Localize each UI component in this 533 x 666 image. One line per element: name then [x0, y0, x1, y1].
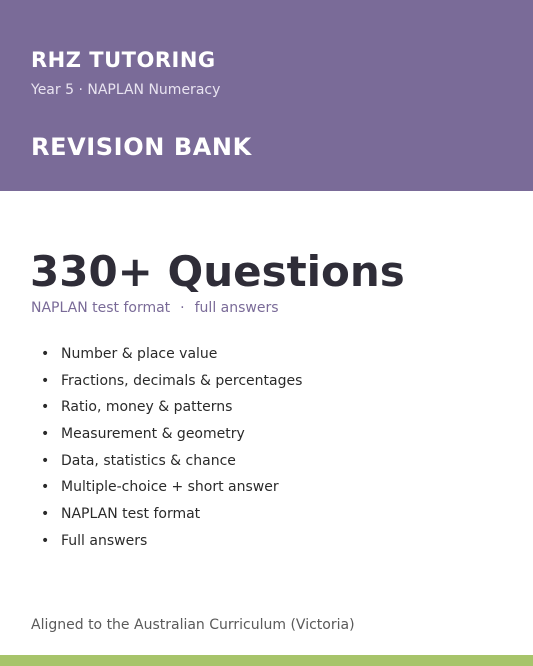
header-subtitle: Year 5 · NAPLAN Numeracy	[31, 82, 221, 98]
bullet-icon: •	[41, 506, 50, 523]
feature-label: Measurement & geometry	[61, 426, 245, 443]
feature-label: Ratio, money & patterns	[61, 399, 233, 416]
tagline-answers: full answers	[194, 300, 279, 316]
bullet-icon: •	[41, 479, 50, 496]
tagline-separator: ·	[180, 300, 185, 316]
feature-label: Full answers	[61, 532, 148, 549]
bullet-icon: •	[41, 372, 50, 389]
list-item	[31, 448, 302, 475]
page-title: REVISION BANK	[31, 133, 252, 161]
feature-list	[31, 341, 302, 555]
bullet-icon: •	[41, 346, 50, 362]
curriculum-note: Aligned to the Australian Curriculum (Victoria)	[31, 617, 355, 633]
tagline-format: NAPLAN test format	[31, 300, 171, 316]
header-banner	[0, 0, 533, 191]
list-item	[31, 421, 302, 448]
bullet-icon: •	[41, 426, 50, 443]
accent-bar	[0, 655, 533, 666]
feature-label: Data, statistics & chance	[61, 452, 236, 469]
feature-label: NAPLAN test format	[61, 506, 201, 523]
bullet-icon: •	[41, 452, 50, 469]
list-item	[31, 474, 302, 501]
feature-label: Multiple-choice + short answer	[61, 479, 279, 496]
feature-label: Number & place value	[61, 346, 218, 362]
list-item	[31, 368, 302, 395]
list-item	[31, 394, 302, 421]
list-item	[31, 501, 302, 528]
feature-label: Fractions, decimals & percentages	[61, 372, 303, 389]
bullet-icon: •	[41, 532, 50, 549]
tagline	[31, 300, 279, 317]
list-item	[31, 341, 302, 368]
headline: 330+ Questions	[30, 247, 405, 296]
list-item	[31, 528, 302, 555]
bullet-icon: •	[41, 399, 50, 416]
brand-name: RHZ TUTORING	[31, 48, 216, 72]
